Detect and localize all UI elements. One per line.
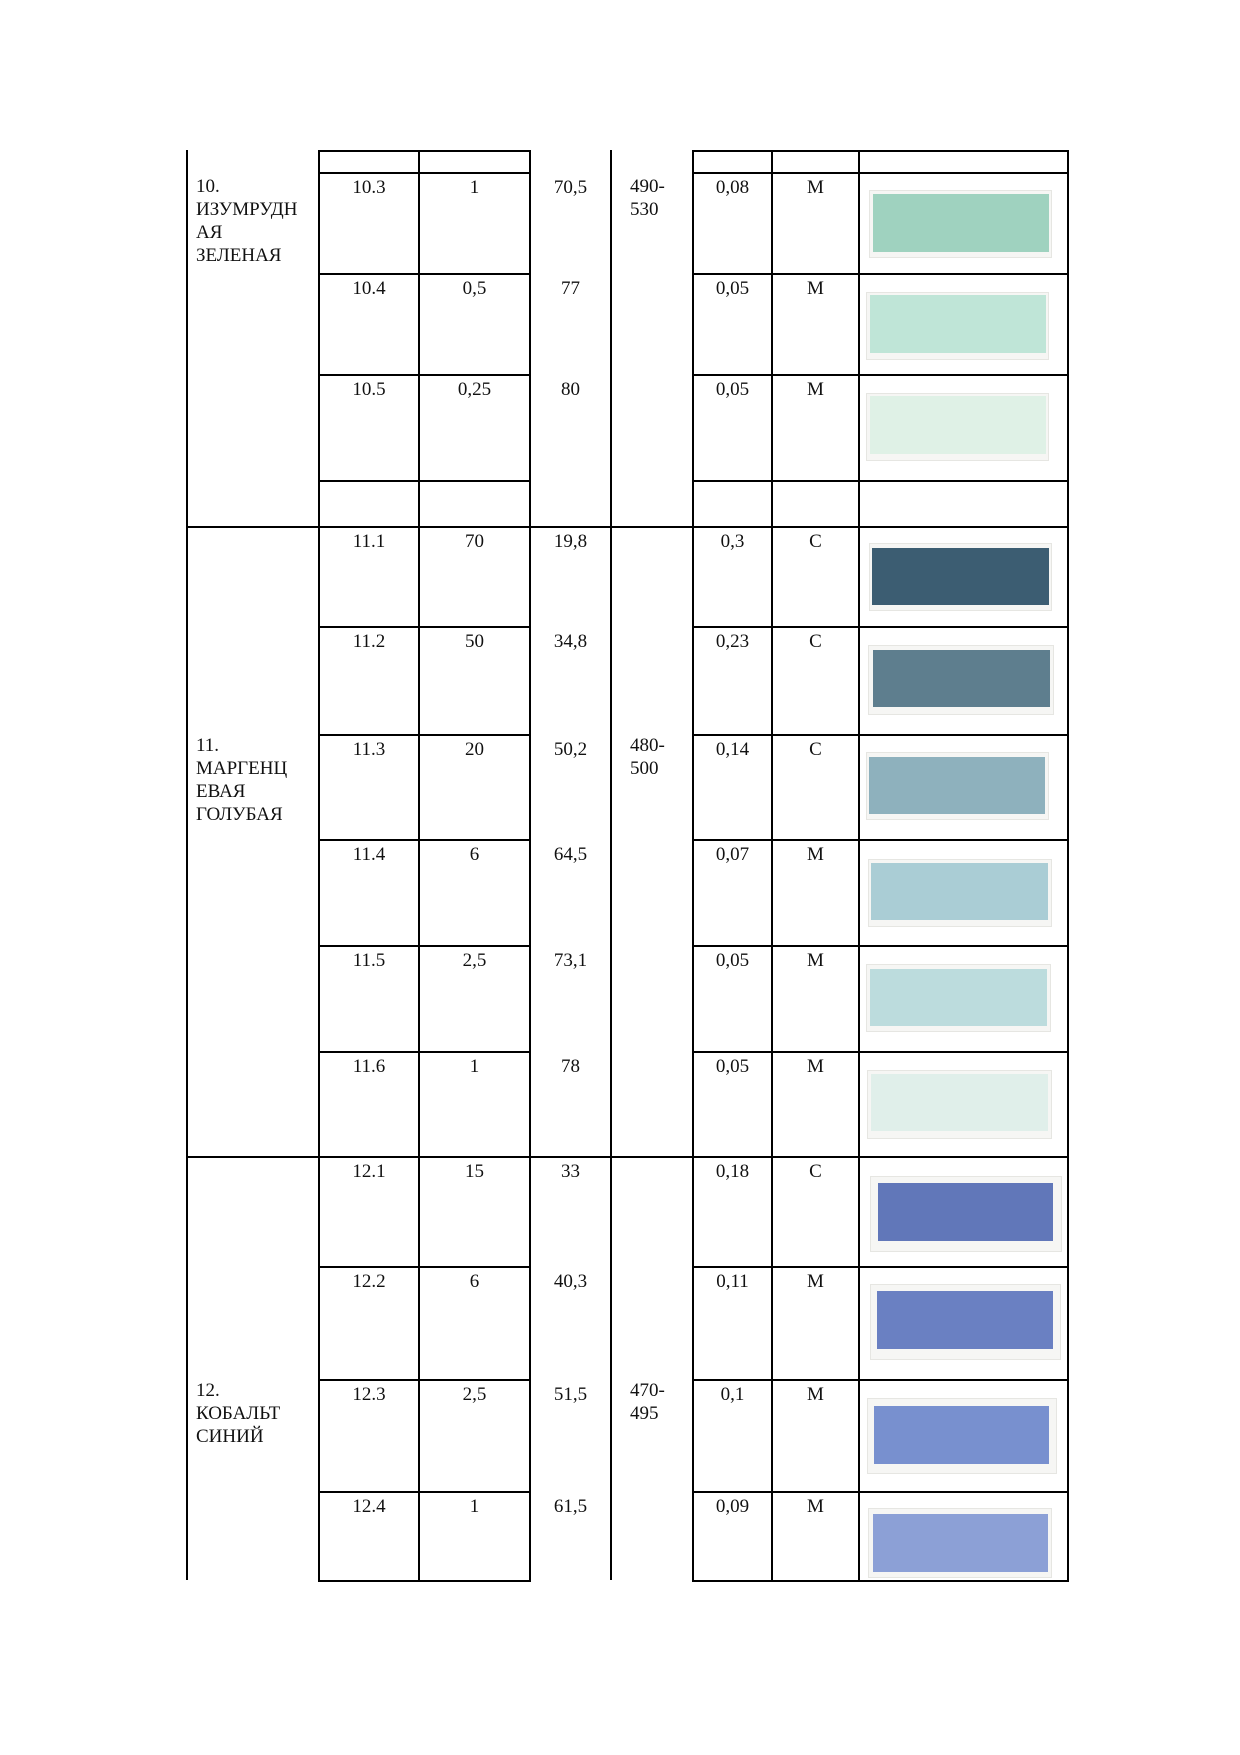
color-swatch <box>873 194 1049 252</box>
value-cell: 0,18 <box>715 1161 750 1182</box>
reflectance-cell: 80 <box>561 379 580 400</box>
color-swatch <box>870 295 1046 353</box>
color-swatch <box>869 757 1045 814</box>
wavelength-range-line: 490- <box>630 176 665 197</box>
wavelength-range-line: 470- <box>630 1380 665 1401</box>
color-swatch <box>871 1074 1048 1131</box>
value-cell: 0,14 <box>715 739 750 760</box>
group-label-line: 10. <box>196 176 220 197</box>
concentration-cell: 6 <box>469 844 480 865</box>
group-separator-line <box>186 526 1069 528</box>
wavelength-range <box>630 734 690 780</box>
header-top-line-left <box>318 150 531 152</box>
value-cell: 0,05 <box>715 1056 750 1077</box>
row-line-right <box>692 1491 1069 1493</box>
group-label-line: ЗЕЛЕНАЯ <box>196 245 282 266</box>
row-line-left <box>318 839 531 841</box>
row-line-right <box>692 839 1069 841</box>
wavelength-range-line: 495 <box>630 1403 659 1424</box>
row-line-right <box>692 1379 1069 1381</box>
header-bottom-line-left <box>318 172 531 174</box>
grade-cell: С <box>809 631 822 652</box>
concentration-cell: 2,5 <box>462 950 487 971</box>
concentration-cell: 1 <box>469 1496 480 1517</box>
group-label-line: 12. <box>196 1380 220 1401</box>
reflectance-cell: 78 <box>561 1056 580 1077</box>
row-line-left <box>318 1491 531 1493</box>
value-cell: 0,08 <box>715 177 750 198</box>
col-c-line <box>529 150 531 1582</box>
color-swatch <box>877 1291 1053 1349</box>
col-a-line <box>318 150 320 1582</box>
grade-cell: М <box>807 950 824 971</box>
row-line-right <box>692 945 1069 947</box>
row-line-right <box>692 1266 1069 1268</box>
value-cell: 0,1 <box>720 1384 745 1405</box>
value-cell: 0,07 <box>715 844 750 865</box>
reflectance-cell: 77 <box>561 278 580 299</box>
concentration-cell: 20 <box>465 739 484 760</box>
wavelength-range-line: 530 <box>630 199 659 220</box>
row-line-right <box>692 273 1069 275</box>
group-separator-line <box>186 1156 1069 1158</box>
group-label <box>196 734 316 826</box>
wavelength-range <box>630 175 690 221</box>
sample-code-cell: 11.1 <box>352 531 386 552</box>
reflectance-cell: 33 <box>561 1161 580 1182</box>
reflectance-cell: 40,3 <box>553 1271 588 1292</box>
reflectance-cell: 70,5 <box>553 177 588 198</box>
concentration-cell: 0,25 <box>457 379 492 400</box>
value-cell: 0,3 <box>720 531 745 552</box>
row-line-left <box>318 945 531 947</box>
sample-code-cell: 12.1 <box>352 1161 386 1182</box>
grade-cell: М <box>807 1496 824 1517</box>
row-line-right <box>692 1051 1069 1053</box>
value-cell: 0,05 <box>715 278 750 299</box>
row-line-right <box>692 734 1069 736</box>
row-line-right <box>692 374 1069 376</box>
color-swatch <box>870 396 1046 454</box>
color-swatch <box>873 1514 1048 1572</box>
grade-cell: М <box>807 1056 824 1077</box>
group-label <box>196 1379 316 1448</box>
group-label-line: АЯ <box>196 222 223 243</box>
reflectance-cell: 50,2 <box>553 739 588 760</box>
grade-cell: М <box>807 177 824 198</box>
color-swatch <box>873 650 1050 707</box>
table-left-border <box>186 150 188 1580</box>
reflectance-cell: 19,8 <box>553 531 588 552</box>
sample-code-cell: 12.4 <box>352 1496 386 1517</box>
concentration-cell: 6 <box>469 1271 480 1292</box>
col-g-line <box>858 150 860 1582</box>
sample-code-cell: 12.3 <box>352 1384 386 1405</box>
sample-code-cell: 10.4 <box>352 278 386 299</box>
concentration-cell: 1 <box>469 1056 480 1077</box>
concentration-cell: 50 <box>465 631 484 652</box>
sample-code-cell: 10.3 <box>352 177 386 198</box>
row-line-left <box>318 480 531 482</box>
group-label-line: МАРГЕНЦ <box>196 758 288 779</box>
col-d-line <box>610 150 612 1580</box>
row-line-left <box>318 1379 531 1381</box>
grade-cell: С <box>809 1161 822 1182</box>
reflectance-cell: 34,8 <box>553 631 588 652</box>
group-label-line: ГОЛУБАЯ <box>196 804 283 825</box>
concentration-cell: 15 <box>465 1161 484 1182</box>
grade-cell: М <box>807 1384 824 1405</box>
row-line-left <box>318 1266 531 1268</box>
header-bottom-line-right <box>692 172 1069 174</box>
group-label-line: КОБАЛЬТ <box>196 1403 281 1424</box>
reflectance-cell: 61,5 <box>553 1496 588 1517</box>
grade-cell: С <box>809 739 822 760</box>
sample-code-cell: 12.2 <box>352 1271 386 1292</box>
reflectance-cell: 73,1 <box>553 950 588 971</box>
table-bottom-line-left <box>318 1580 531 1582</box>
sample-code-cell: 11.6 <box>352 1056 386 1077</box>
col-e-line <box>692 150 694 1582</box>
reflectance-cell: 51,5 <box>553 1384 588 1405</box>
color-swatch <box>872 548 1049 605</box>
color-swatch <box>874 1406 1049 1464</box>
reflectance-cell: 64,5 <box>553 844 588 865</box>
header-top-line-right <box>692 150 1069 152</box>
row-line-left <box>318 1051 531 1053</box>
sample-code-cell: 11.5 <box>352 950 386 971</box>
row-line-right <box>692 480 1069 482</box>
group-label-line: 11. <box>196 735 220 756</box>
value-cell: 0,23 <box>715 631 750 652</box>
wavelength-range-line: 500 <box>630 758 659 779</box>
table-bottom-line-right <box>692 1580 1069 1582</box>
value-cell: 0,05 <box>715 379 750 400</box>
sample-code-cell: 10.5 <box>352 379 386 400</box>
group-label <box>196 175 316 267</box>
color-swatch <box>871 863 1048 920</box>
concentration-cell: 1 <box>469 177 480 198</box>
concentration-cell: 2,5 <box>462 1384 487 1405</box>
grade-cell: М <box>807 1271 824 1292</box>
wavelength-range <box>630 1379 690 1425</box>
group-label-line: ИЗУМРУДН <box>196 199 298 220</box>
value-cell: 0,11 <box>716 1271 749 1292</box>
grade-cell: М <box>807 278 824 299</box>
concentration-cell: 0,5 <box>462 278 487 299</box>
group-label-line: СИНИЙ <box>196 1426 264 1447</box>
grade-cell: М <box>807 379 824 400</box>
wavelength-range-line: 480- <box>630 735 665 756</box>
color-swatch <box>878 1183 1053 1241</box>
grade-cell: М <box>807 844 824 865</box>
col-b-line <box>418 150 420 1582</box>
row-line-left <box>318 626 531 628</box>
row-line-left <box>318 734 531 736</box>
sample-code-cell: 11.3 <box>352 739 386 760</box>
row-line-left <box>318 273 531 275</box>
color-swatch <box>870 969 1047 1026</box>
col-h-line <box>1067 150 1069 1582</box>
group-label-line: ЕВАЯ <box>196 781 246 802</box>
row-line-right <box>692 626 1069 628</box>
row-line-left <box>318 374 531 376</box>
concentration-cell: 70 <box>465 531 484 552</box>
sample-code-cell: 11.2 <box>352 631 386 652</box>
value-cell: 0,09 <box>715 1496 750 1517</box>
grade-cell: С <box>809 531 822 552</box>
value-cell: 0,05 <box>715 950 750 971</box>
col-f-line <box>771 150 773 1582</box>
sample-code-cell: 11.4 <box>352 844 386 865</box>
